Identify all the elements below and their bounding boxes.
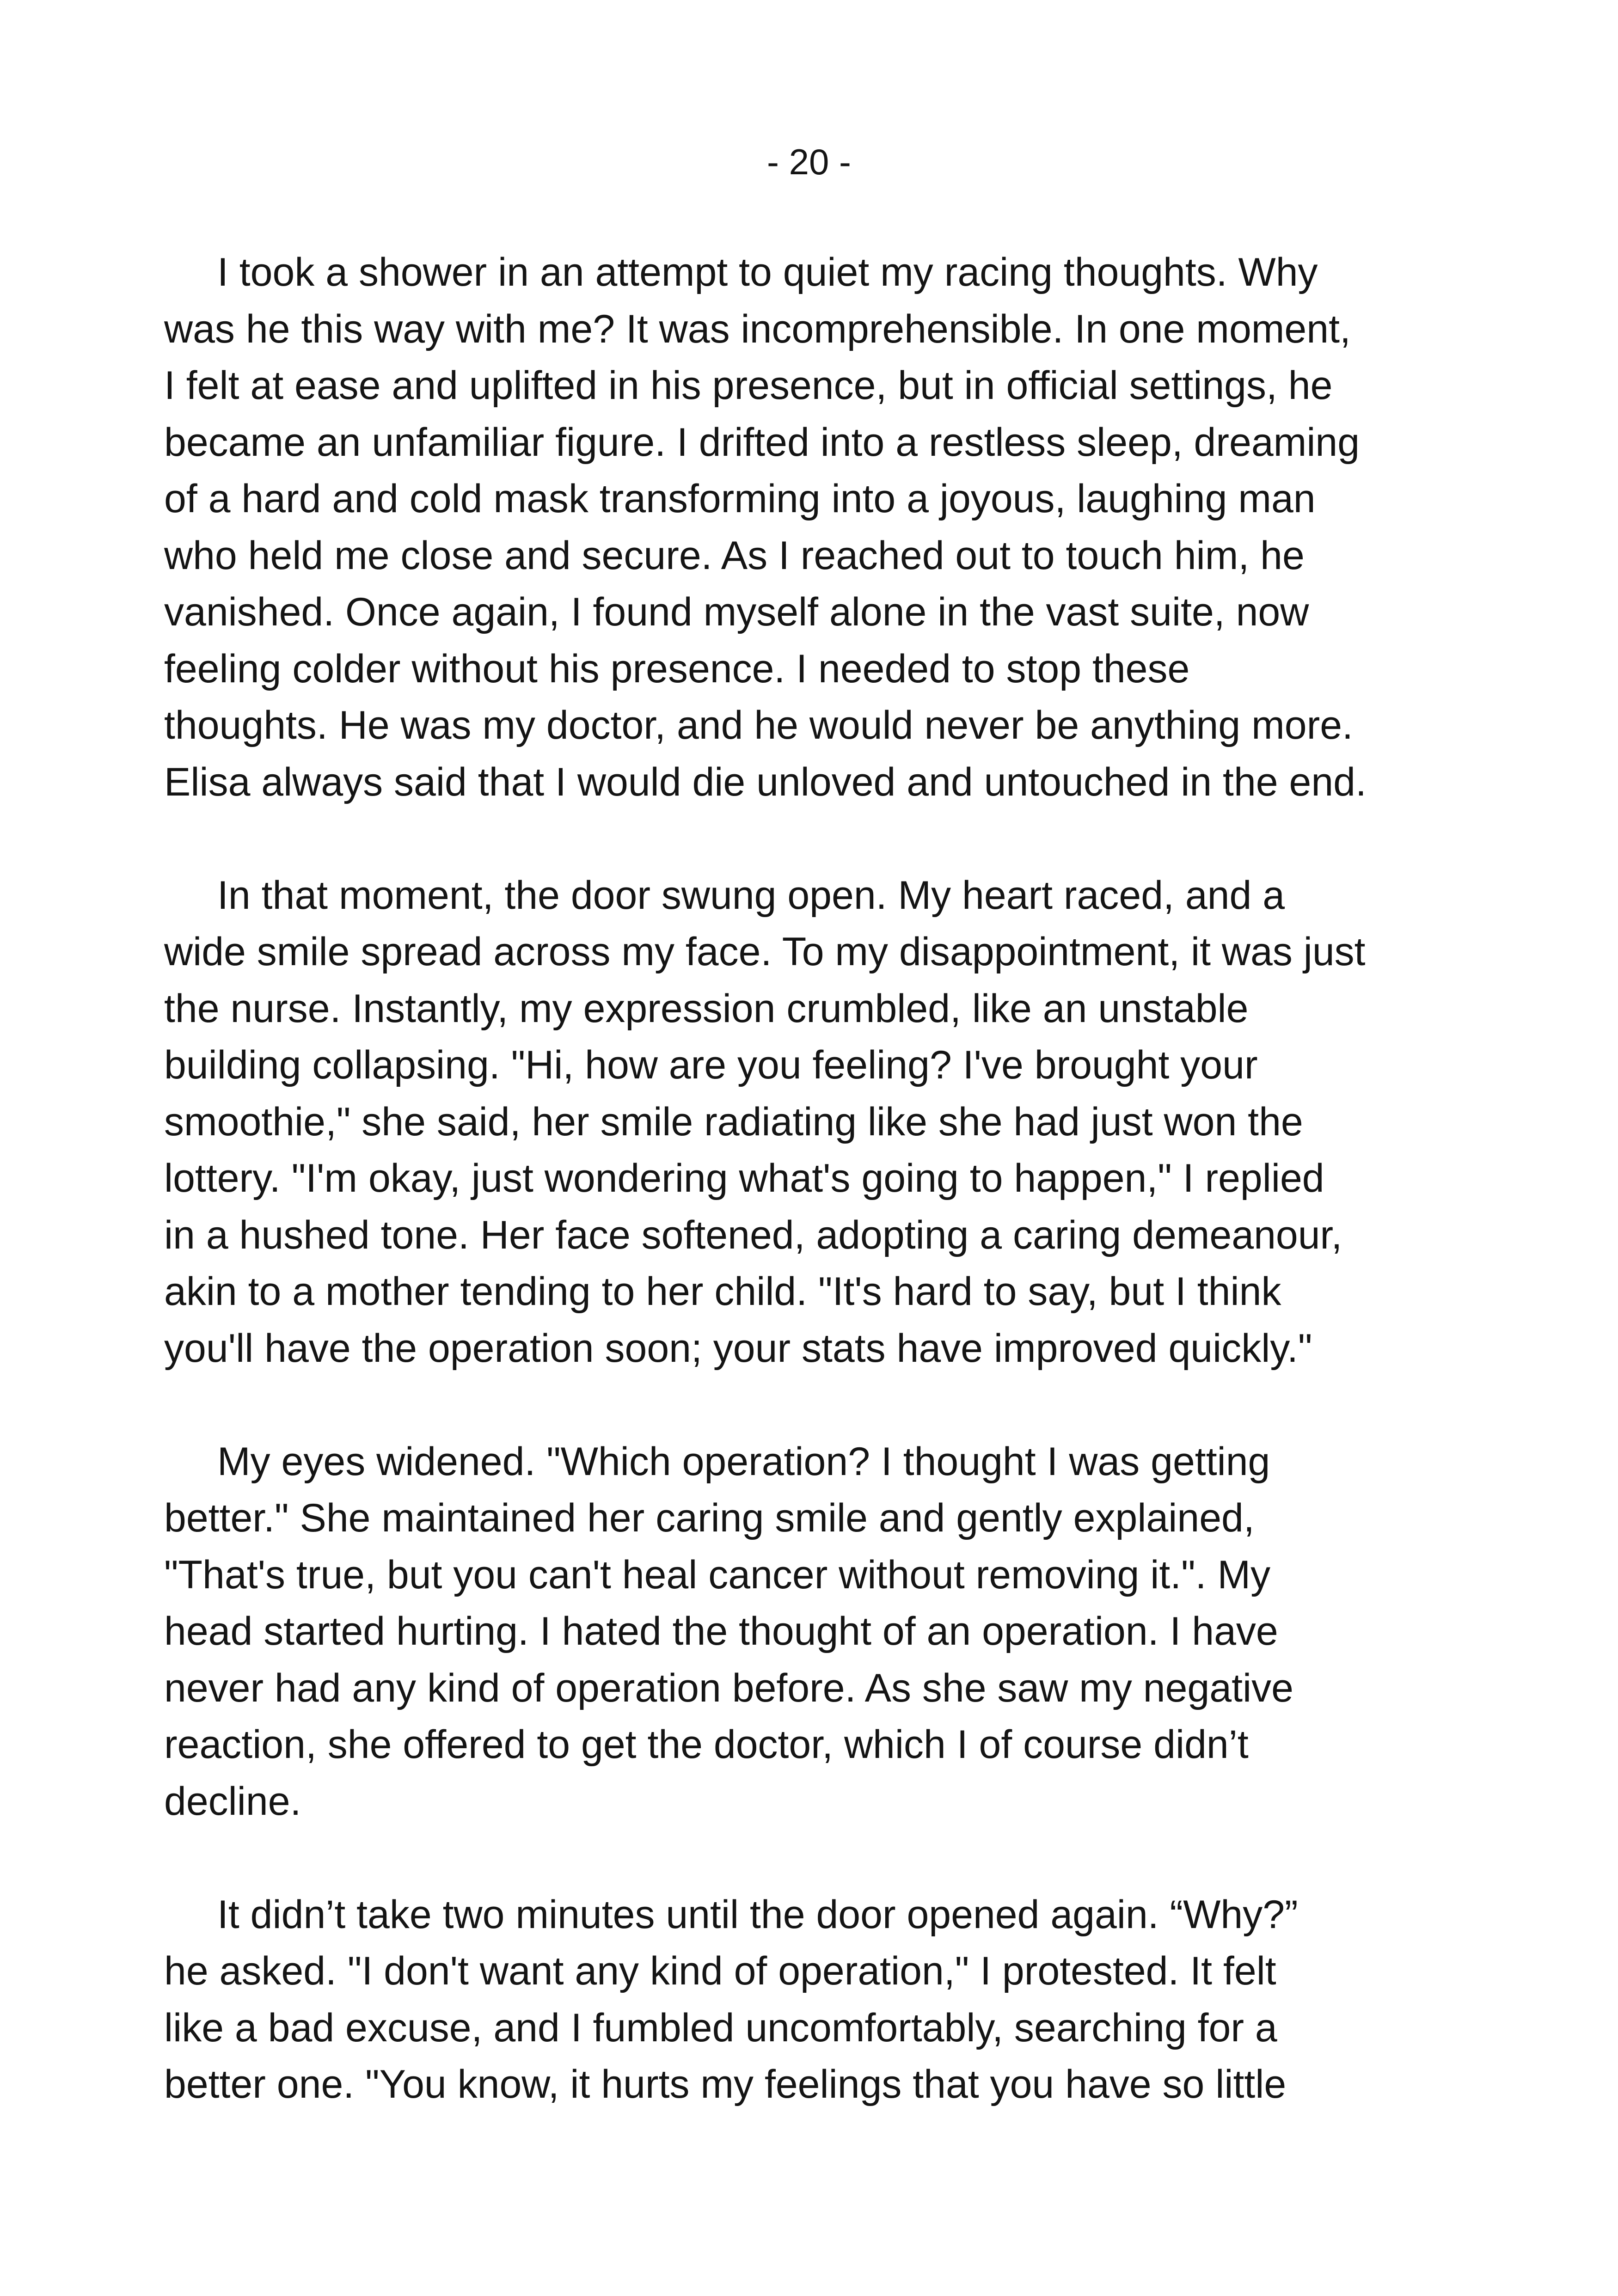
paragraph-spacer bbox=[164, 1377, 1468, 1433]
paragraph-line: akin to a mother tending to her child. "It's hard to say, but I think bbox=[164, 1269, 1281, 1314]
paragraph-line: you'll have the operation soon; your stats have improved quickly." bbox=[164, 1326, 1312, 1371]
paragraph-2 bbox=[164, 867, 1468, 1377]
paragraph-line: head started hurting. I hated the thought of an operation. I have bbox=[164, 1609, 1278, 1653]
paragraph-line: decline. bbox=[164, 1779, 301, 1824]
paragraph-1 bbox=[164, 244, 1468, 810]
paragraph-line: better one. "You know, it hurts my feelings that you have so little bbox=[164, 2062, 1287, 2106]
paragraph-line: Elisa always said that I would die unloved and untouched in the end. bbox=[164, 759, 1367, 804]
paragraph-line: was he this way with me? It was incomprehensible. In one moment, bbox=[164, 306, 1351, 351]
paragraph-3 bbox=[164, 1433, 1468, 1830]
paragraph-line: My eyes widened. "Which operation? I thought I was getting bbox=[217, 1439, 1270, 1484]
body-text bbox=[164, 244, 1468, 2113]
paragraph-spacer bbox=[164, 810, 1468, 867]
paragraph-line: better." She maintained her caring smile and gently explained, bbox=[164, 1496, 1255, 1540]
paragraph-line: became an unfamiliar figure. I drifted into a restless sleep, dreaming bbox=[164, 420, 1360, 465]
paragraph-line: the nurse. Instantly, my expression crumbled, like an unstable bbox=[164, 986, 1249, 1031]
paragraph-line: in a hushed tone. Her face softened, adopting a caring demeanour, bbox=[164, 1212, 1342, 1257]
paragraph-line: thoughts. He was my doctor, and he would never be anything more. bbox=[164, 703, 1353, 747]
paragraph-spacer bbox=[164, 1830, 1468, 1886]
paragraph-line: never had any kind of operation before. As she saw my negative bbox=[164, 1665, 1293, 1710]
paragraph-line: I felt at ease and uplifted in his presence, but in official settings, he bbox=[164, 363, 1333, 408]
paragraph-line: smoothie," she said, her smile radiating like she had just won the bbox=[164, 1099, 1303, 1144]
paragraph-line: vanished. Once again, I found myself alone in the vast suite, now bbox=[164, 590, 1309, 634]
paragraph-line: like a bad excuse, and I fumbled uncomfortably, searching for a bbox=[164, 2005, 1277, 2050]
paragraph-line: who held me close and secure. As I reached out to touch him, he bbox=[164, 533, 1305, 578]
paragraph-line: of a hard and cold mask transforming into a joyous, laughing man bbox=[164, 477, 1316, 521]
paragraph-line: In that moment, the door swung open. My heart raced, and a bbox=[217, 873, 1285, 918]
page-number: - 20 - bbox=[766, 141, 852, 182]
paragraph-line: wide smile spread across my face. To my disappointment, it was just bbox=[164, 930, 1366, 974]
paragraph-line: "That's true, but you can't heal cancer without removing it.". My bbox=[164, 1552, 1271, 1597]
paragraph-line: he asked. "I don't want any kind of operation," I protested. It felt bbox=[164, 1949, 1276, 1993]
paragraph-line: building collapsing. "Hi, how are you feeling? I've brought your bbox=[164, 1043, 1258, 1087]
paragraph-line: lottery. "I'm okay, just wondering what's going to happen," I replied bbox=[164, 1156, 1324, 1200]
paragraph-line: I took a shower in an attempt to quiet my racing thoughts. Why bbox=[217, 250, 1318, 294]
paragraph-4 bbox=[164, 1886, 1468, 2113]
paragraph-line: feeling colder without his presence. I needed to stop these bbox=[164, 646, 1190, 691]
paragraph-line: reaction, she offered to get the doctor, which I of course didn’t bbox=[164, 1722, 1249, 1767]
paragraph-line: It didn’t take two minutes until the door opened again. “Why?” bbox=[217, 1892, 1298, 1937]
